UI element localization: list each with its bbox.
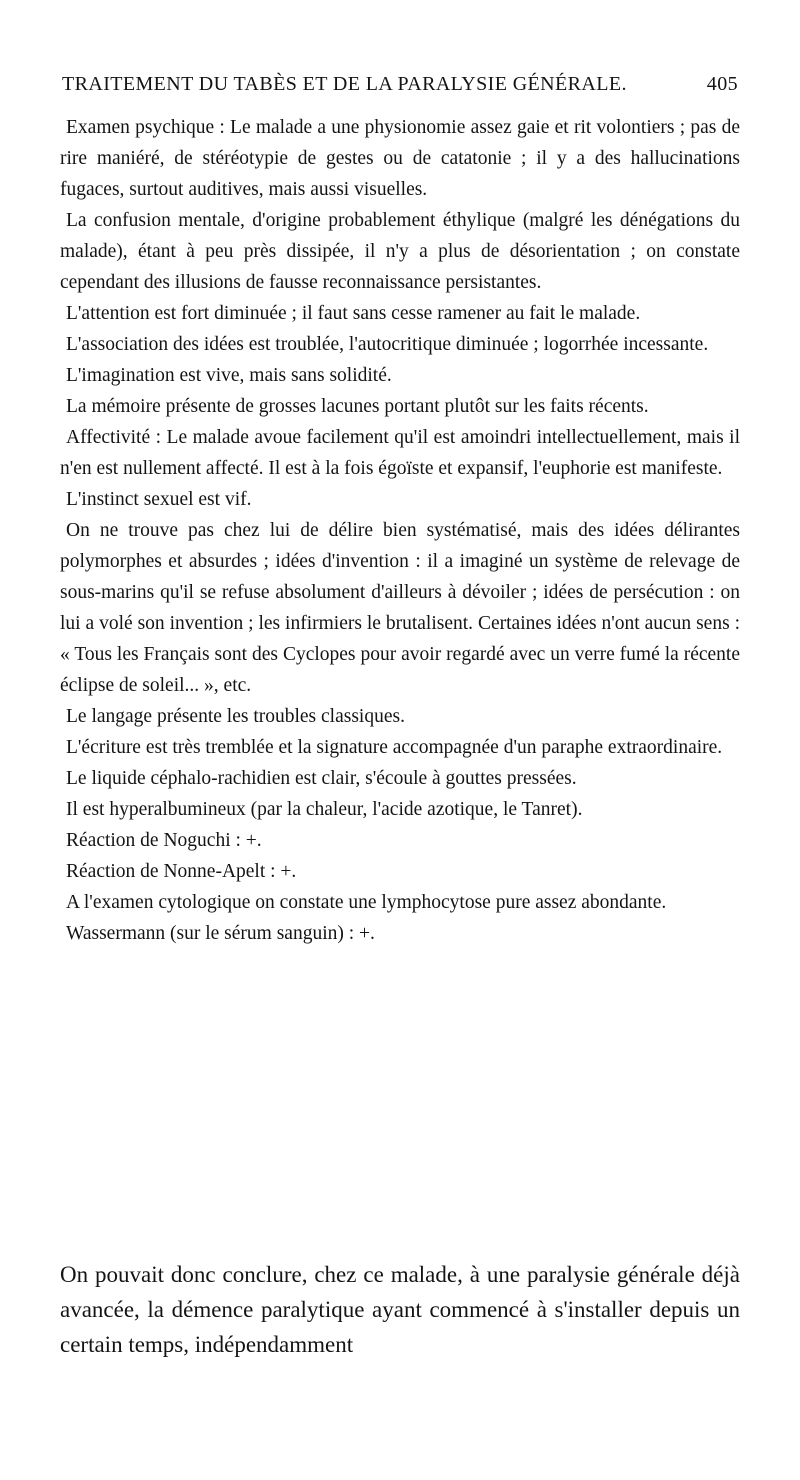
paragraph-nonne-apelt: Réaction de Nonne-Apelt : +.: [66, 861, 297, 882]
paragraph-language: Le langage présente les troubles classiques.: [66, 706, 405, 727]
paragraph-psychic-exam: Examen psychique : Le malade a une physionomie assez gaie et rit volontiers ; pas de rire maniéré, de stéréotypie de gestes ou de catatonie ; il y a des hallucinations fugaces, surtout auditives, mais aussi visuelles.: [60, 117, 740, 200]
running-title: TRAITEMENT DU TABÈS ET DE LA PARALYSIE GÉNÉRALE.: [62, 73, 627, 95]
paragraph-wassermann: Wassermann (sur le sérum sanguin) : +.: [66, 923, 375, 944]
paragraph-attention: L'attention est fort diminuée ; il faut sans cesse ramener au fait le malade.: [66, 303, 641, 324]
paragraph-mental-confusion: La confusion mentale, d'origine probablement éthylique (malgré les dénégations du malade), étant à peu près dissipée, il n'y a plus de désorientation ; on constate cependant des illusions de fausse reconnaissance persistantes.: [60, 210, 740, 293]
paragraph-memory: La mémoire présente de grosses lacunes portant plutôt sur les faits récents.: [66, 396, 649, 417]
paragraph-csf: Le liquide céphalo-rachidien est clair, s'écoule à gouttes pressées.: [66, 768, 577, 789]
body-text: [60, 112, 740, 949]
paragraph-conclusion: On pouvait donc conclure, chez ce malade, à une paralysie générale déjà avancée, la démence paralytique ayant commencé à s'installer depuis un certain temps, indépendamment: [60, 1262, 740, 1357]
paragraph-noguchi: Réaction de Noguchi : +.: [66, 830, 262, 851]
page-number: 405: [706, 73, 738, 95]
running-header: [62, 68, 738, 100]
paragraph-instinct: L'instinct sexuel est vif.: [66, 489, 252, 510]
paragraph-cytology: A l'examen cytologique on constate une lymphocytose pure assez abondante.: [66, 892, 667, 913]
paragraph-delusions: On ne trouve pas chez lui de délire bien systématisé, mais des idées délirantes polymorphes et absurdes ; idées d'invention : il a imaginé un système de relevage de sous-marins qu'il se refuse absolument d'ailleurs à dévoiler ; idées de persécution : on lui a volé son invention ; les infirmiers le brutalisent. Certaines idées n'ont aucun sens : « Tous les Français sont des Cyclopes pour avoir regardé avec un verre fumé la récente éclipse de soleil... », etc.: [60, 520, 740, 696]
paragraph-association: L'association des idées est troublée, l'autocritique diminuée ; logorrhée incessante.: [66, 334, 709, 355]
paragraph-imagination: L'imagination est vive, mais sans solidité.: [66, 365, 392, 386]
paragraph-affectivity: Affectivité : Le malade avoue facilement qu'il est amoindri intellectuellement, mais il n'en est nullement affecté. Il est à la fois égoïste et expansif, l'euphorie est manifeste.: [60, 427, 740, 479]
paragraph-albumin: Il est hyperalbumineux (par la chaleur, l'acide azotique, le Tanret).: [66, 799, 583, 820]
paragraph-writing: L'écriture est très tremblée et la signature accompagnée d'un paraphe extraordinaire.: [66, 737, 723, 758]
